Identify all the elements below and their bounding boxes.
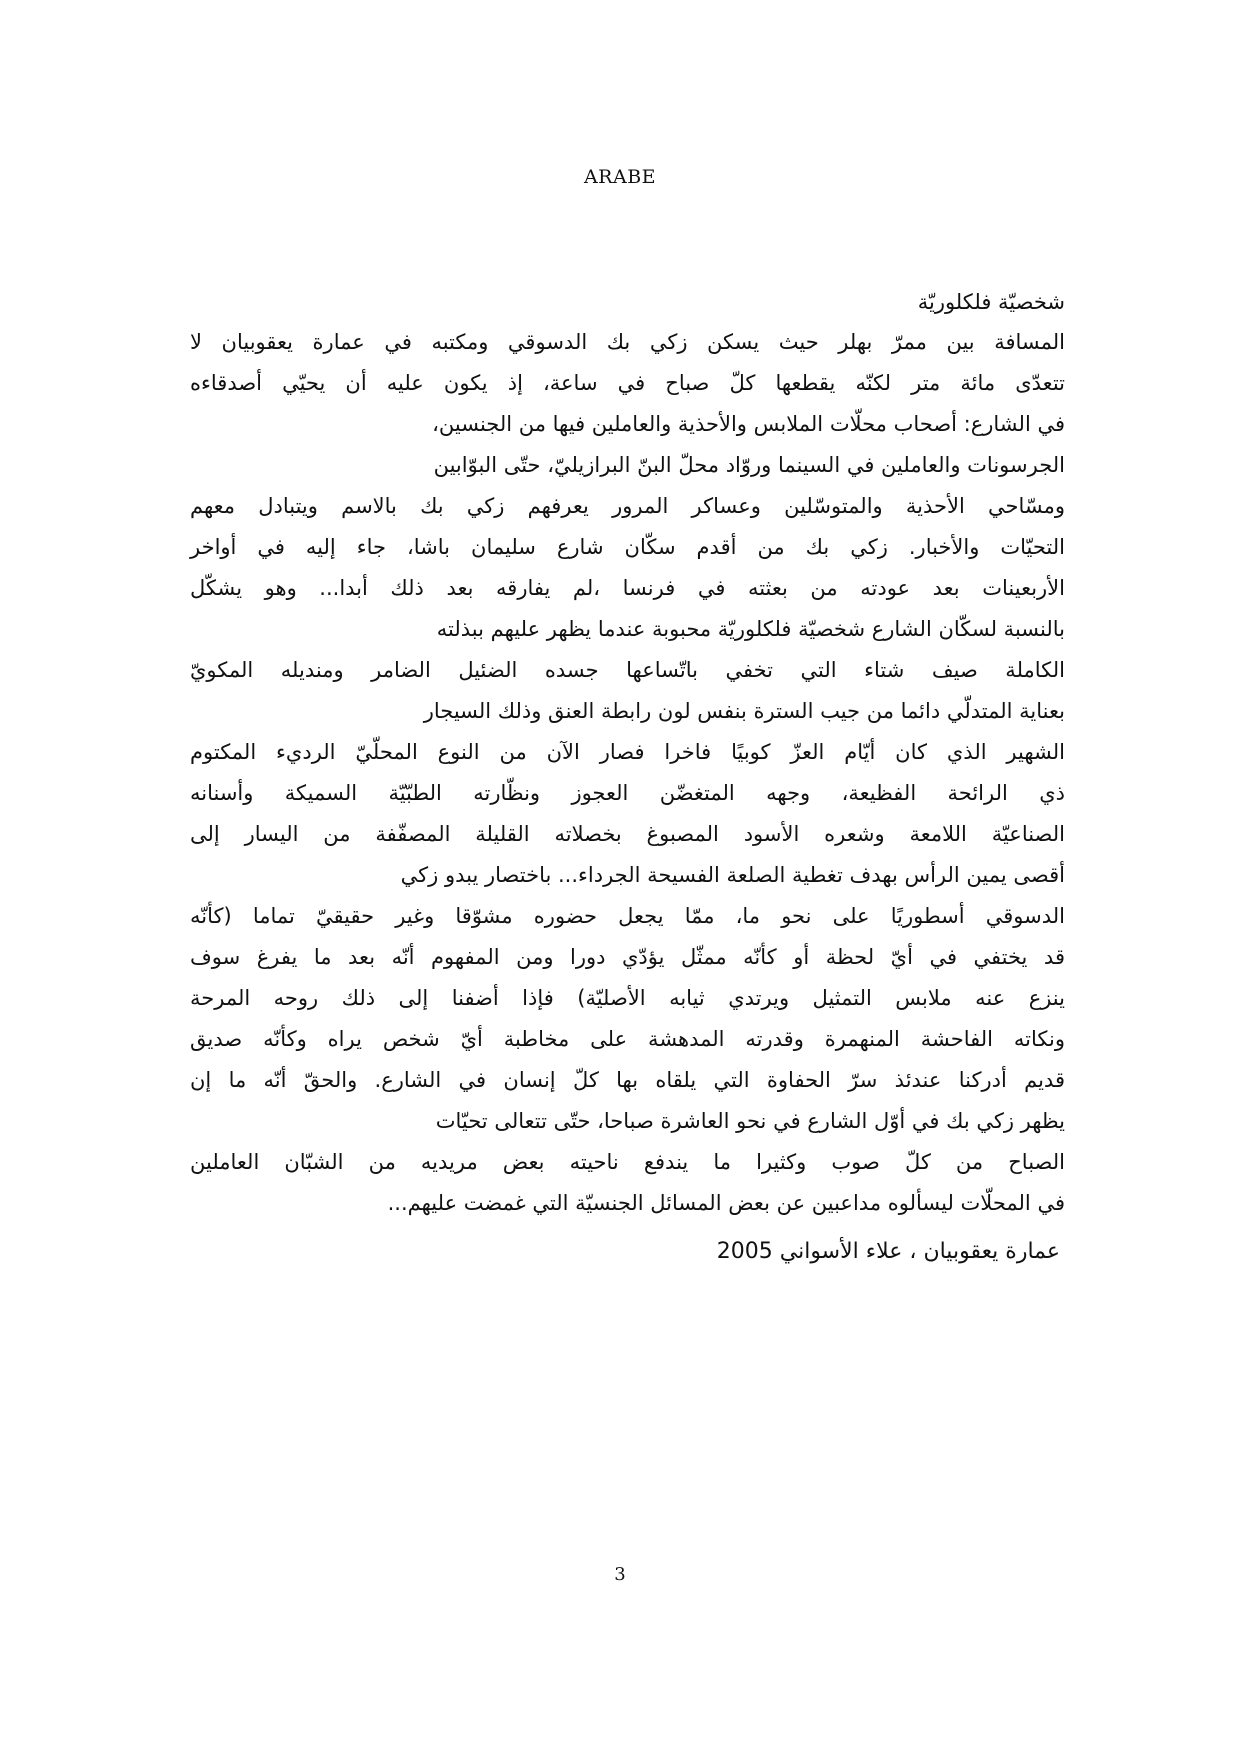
text-line: ذي الرائحة الفظيعة، وجهه المتغضّن العجوز ونظّارته الطبّيّة السميكة وأسنانه <box>190 781 1065 805</box>
text-line: الصباح من كلّ صوب وكثيرا ما يندفع ناحيته بعض مريديه من الشبّان العاملين <box>190 1150 1065 1174</box>
text-line: قد يختفي في أيّ لحظة أو كأنّه ممثّل يؤدّي دورا ومن المفهوم أنّه بعد ما يفرغ سوف <box>190 945 1065 969</box>
text-line: يظهر زكي بك في أوّل الشارع في نحو العاشرة صباحا، حتّى تتعالى تحيّات <box>435 1109 1065 1133</box>
running-header: ARABE <box>583 166 657 188</box>
text-line: قديم أدركنا عندئذ سرّ الحفاوة التي يلقاه بها كلّ إنسان في الشارع. والحقّ أنّه ما إن <box>190 1068 1065 1092</box>
text-line: أقصى يمين الرأس بهدف تغطية الصلعة الفسيحة الجرداء... باختصار يبدو زكي <box>400 863 1065 887</box>
text-line: بعناية المتدلّي دائما من جيب السترة بنفس لون رابطة العنق وذلك السيجار <box>423 699 1065 723</box>
source-citation: عمارة يعقوبيان ، علاء الأسواني 2005 <box>716 1239 1060 1264</box>
text-line: في الشارع: أصحاب محلّات الملابس والأحذية والعاملين فيها من الجنسين، <box>432 412 1065 436</box>
text-line: الجرسونات والعاملين في السينما وروّاد محلّ البنّ البرازيليّ، حتّى البوّابين <box>433 453 1065 477</box>
text-line: الصناعيّة اللامعة وشعره الأسود المصبوغ بخصلاته القليلة المصفّفة من اليسار إلى <box>190 822 1065 846</box>
text-line: ونكاته الفاحشة المنهمرة وقدرته المدهشة على مخاطبة أيّ شخص يراه وكأنّه صديق <box>190 1027 1065 1051</box>
text-line: بالنسبة لسكّان الشارع شخصيّة فلكلوريّة محبوبة عندما يظهر عليهم ببذلته <box>436 617 1065 641</box>
text-line: تتعدّى مائة متر لكنّه يقطعها كلّ صباح في ساعة، إذ يكون عليه أن يحيّي أصدقاءه <box>190 371 1065 395</box>
text-line: الدسوقي أسطوريًا على نحو ما، ممّا يجعل حضوره مشوّقا وغير حقيقيّ تماما (كأنّه <box>190 904 1065 928</box>
text-line: التحيّات والأخبار. زكي بك من أقدم سكّان شارع سليمان باشا، جاء إليه في أواخر <box>190 535 1065 559</box>
text-line: في المحلّات ليسألوه مداعبين عن بعض المسائل الجنسيّة التي غمضت عليهم... <box>387 1191 1065 1215</box>
text-line: المسافة بين ممرّ بهلر حيث يسكن زكي بك الدسوقي ومكتبه في عمارة يعقوبيان لا <box>190 330 1065 354</box>
text-line: الشهير الذي كان أيّام العزّ كوبيًا فاخرا فصار الآن من النوع المحلّيّ الرديء المكتوم <box>190 740 1065 764</box>
article-body <box>190 282 1065 1224</box>
text-line: ومسّاحي الأحذية والمتوسّلين وعساكر المرور يعرفهم زكي بك بالاسم ويتبادل معهم <box>190 494 1065 518</box>
text-line: ينزع عنه ملابس التمثيل ويرتدي ثيابه الأصليّة) فإذا أضفنا إلى ذلك روحه المرحة <box>190 986 1065 1010</box>
article-title: شخصيّة فلكلوريّة <box>917 290 1065 314</box>
text-line: الكاملة صيف شتاء التي تخفي باتّساعها جسده الضئيل الضامر ومنديله المكويّ <box>190 658 1065 682</box>
text-line: الأربعينات بعد عودته من بعثته في فرنسا ،لم يفارقه بعد ذلك أبدا... وهو يشكّل <box>190 576 1065 600</box>
page-number: 3 <box>614 1564 626 1585</box>
